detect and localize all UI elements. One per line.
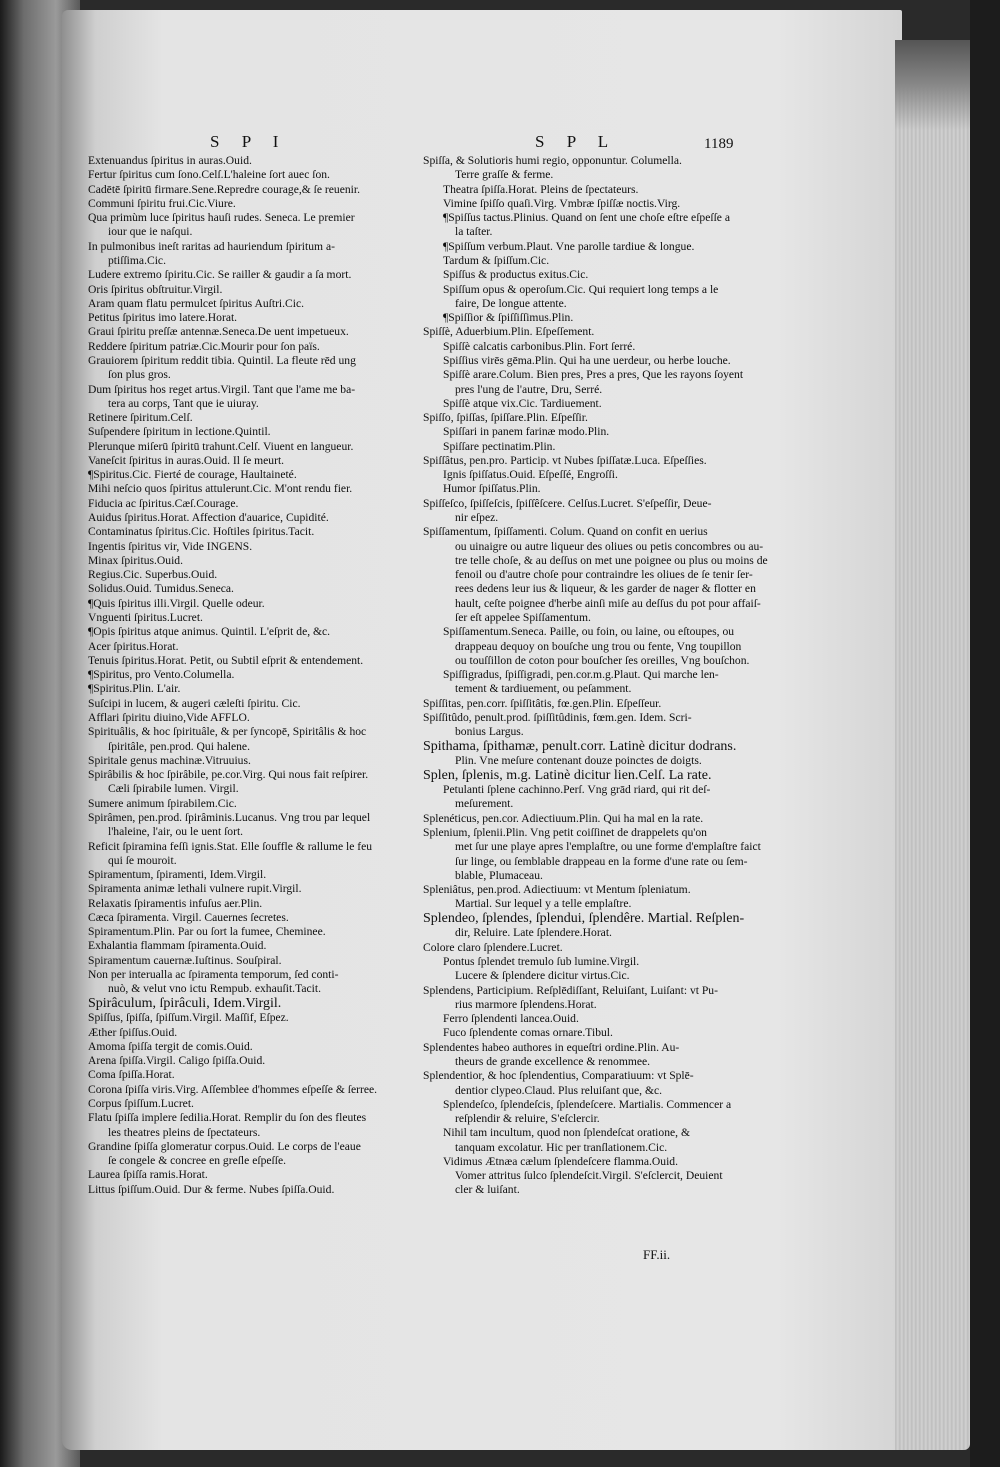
- dictionary-line: Vnguenti ſpiritus.Lucret.: [88, 611, 203, 624]
- dictionary-line: Suſcipi in lucem, & augeri cæleſti ſpiritu. Cic.: [88, 696, 301, 710]
- dictionary-line: Spiramenta animæ lethali vulnere rupit.Virgil.: [88, 882, 302, 896]
- dictionary-line: bonius Largus.: [455, 725, 524, 739]
- dictionary-line: Flatu ſpiſſa implere ſedilia.Horat. Remplir du ſon des fleutes: [88, 1111, 367, 1125]
- dictionary-line: Spiſſamentum, ſpiſſamenti. Colum. Quand on confit en uerius: [423, 525, 708, 539]
- dictionary-line: Littus ſpiſſum.Ouid. Dur & ferme. Nubes ſpiſſa.Ouid.: [88, 1182, 335, 1196]
- dictionary-line: Ludere extremo ſpiritu.Cic. Se railler & gaudir a ſa mort.: [88, 268, 352, 282]
- dictionary-line: Spiramentum cauernæ.Iuſtinus. Souſpiral.: [88, 953, 282, 967]
- dictionary-line: Tardum & ſpiſſum.Cic.: [443, 253, 550, 267]
- dictionary-line: Graui ſpiritu preſſæ antennæ.Seneca.De uent impetueux.: [88, 325, 349, 339]
- dictionary-line: Vomer attritus ſulco ſplendeſcit.Virgil. S'eſclercit, Deuient: [455, 1169, 723, 1183]
- dictionary-line: qui ſe mouroit.: [108, 853, 177, 867]
- dictionary-line: ſon plus gros.: [108, 368, 171, 382]
- dictionary-line: Spirituâlis, & hoc ſpirituâle, & per ſyncopē, Spiritâlis & hoc: [88, 725, 367, 739]
- dictionary-line: Corpus ſpiſſum.Lucret.: [88, 1096, 194, 1110]
- dictionary-line: Spiſſeſco, ſpiſſeſcis, ſpiſſêſcere. Celſus.Lucret. S'eſpeſſir, Deue-: [423, 496, 712, 510]
- dictionary-line: nir eſpez.: [455, 511, 499, 525]
- page-block-edges: [895, 40, 970, 1450]
- dictionary-line: Suſpendere ſpiritum in lectione.Quintil.: [88, 425, 271, 439]
- dictionary-line: Fuco ſplendente comas ornare.Tibul.: [443, 1026, 613, 1040]
- dictionary-line: Spiſſitûdo, penult.prod. ſpiſſitûdinis, fœm.gen. Idem. Scri-: [423, 710, 692, 724]
- signature-mark: FF.ii.: [643, 1247, 671, 1262]
- dictionary-line: ſe congele & concree en greſle eſpeſſe.: [108, 1154, 286, 1168]
- dictionary-line: tre telle choſe, & au deſſus on met une poignee ou plus ou moins de: [455, 553, 768, 567]
- dictionary-line: Minax ſpiritus.Ouid.: [88, 553, 184, 567]
- dictionary-line: nuò, & velut vno ictu Rempub. exhauſit.Tacit.: [108, 982, 321, 996]
- dictionary-line: rius marmore ſplendens.Horat.: [455, 997, 597, 1011]
- dictionary-line: Spiſſum opus & operoſum.Cic. Qui requiert long temps a le: [443, 282, 719, 296]
- dictionary-line: ſur linge, ou ſemblable drappeau en la forme d'une rate ou ſem-: [455, 854, 748, 868]
- dictionary-line: Grauiorem ſpiritum reddit tibia. Quintil. La fleute rēd ung: [88, 353, 356, 367]
- dictionary-line: Spiſſè arare.Colum. Bien pres, Pres a pres, Que les rayons ſoyent: [443, 368, 744, 382]
- dictionary-line: Reficit ſpiramina feſſi ignis.Stat. Elle ſouffle & rallume le feu: [88, 839, 373, 853]
- dictionary-line: Auidus ſpiritus.Horat. Affection d'auarice, Cupidité.: [88, 511, 329, 525]
- dictionary-line: Reddere ſpiritum patriæ.Cic.Mourir pour ſon païs.: [88, 339, 320, 353]
- dictionary-line: Spiſſè, Aduerbium.Plin. Eſpeſſement.: [423, 325, 595, 339]
- dictionary-line: Splenium, ſplenii.Plin. Vng petit coiſſinet de drappelets qu'on: [423, 826, 707, 840]
- dictionary-line: Spiramentum.Plin. Par ou ſort la fumee, Cheminee.: [88, 925, 326, 939]
- dictionary-line: Laurea ſpiſſa ramis.Horat.: [88, 1168, 208, 1182]
- dictionary-line: ¶Spiſſum verbum.Plaut. Vne parolle tardiue & longue.: [443, 239, 695, 253]
- dictionary-line: Splendeſco, ſplendeſcis, ſplendeſcere. Martialis. Commencer a: [443, 1097, 732, 1111]
- dictionary-line: ptiſſima.Cic.: [108, 253, 166, 267]
- dictionary-line: les theatres pleins de ſpectateurs.: [108, 1125, 261, 1139]
- dictionary-line: Mihi neſcio quos ſpiritus attulerunt.Cic. M'ont rendu fier.: [88, 482, 353, 496]
- dictionary-line: Spithama, ſpithamæ, penult.corr. Latinè dicitur dodrans.: [423, 738, 737, 754]
- dictionary-line: Splendens, Participium. Reſplēdiſſant, Reluiſant, Luiſant: vt Pu-: [423, 983, 718, 997]
- dictionary-line: Aram quam flatu permulcet ſpiritus Auſtri.Cic.: [88, 296, 305, 310]
- dictionary-line: ¶Spiritus.Cic. Fierté de courage, Haultaineté.: [88, 468, 297, 482]
- dictionary-line: Fertur ſpiritus cum ſono.Celſ.L'haleine ſort auec ſon.: [88, 168, 330, 182]
- dictionary-line: Vaneſcit ſpiritus in auras.Ouid. Il ſe meurt.: [88, 453, 285, 467]
- dictionary-line: Cæca ſpiramenta. Virgil. Cauernes ſecretes.: [88, 910, 289, 924]
- dictionary-line: Spiſſè atque vix.Cic. Tardiuement.: [443, 396, 602, 410]
- dictionary-line: Splen, ſplenis, m.g. Latinè dicitur lien.Celſ. La rate.: [423, 767, 712, 783]
- dictionary-line: Ferro ſplendenti lancea.Ouid.: [443, 1012, 579, 1026]
- dictionary-line: Cæli ſpirabile lumen. Virgil.: [108, 782, 239, 796]
- dictionary-line: ¶Quis ſpiritus illi.Virgil. Quelle odeur.: [88, 596, 265, 610]
- dictionary-line: ſpiritâle, pen.prod. Qui halene.: [108, 739, 250, 753]
- dictionary-line: Spiſſius virēs gēma.Plin. Qui ha une uerdeur, ou herbe louche.: [443, 353, 731, 367]
- dictionary-line: Contaminatus ſpiritus.Cic. Hoſtiles ſpiritus.Tacit.: [88, 525, 315, 539]
- dictionary-line: Petitus ſpiritus imo latere.Horat.: [88, 311, 238, 325]
- dictionary-line: Vimine ſpiſſo quaſi.Virg. Vmbræ ſpiſſæ noctis.Virg.: [443, 196, 681, 210]
- dictionary-line: Pontus ſplendet tremulo ſub lumine.Virgil.: [443, 954, 640, 968]
- dictionary-line: ¶Opis ſpiritus atque animus. Quintil. L'eſprit de, &c.: [88, 625, 331, 639]
- dictionary-line: Spiſſitas, pen.corr. ſpiſſitâtis, fœ.gen.Plin. Eſpeſſeur.: [423, 696, 662, 710]
- dictionary-line: Martial. Sur lequel y a telle emplaſtre.: [455, 897, 632, 911]
- dictionary-line: ſer eſt appelee Spiſſamentum.: [455, 611, 591, 624]
- dictionary-line: Retinere ſpiritum.Celſ.: [88, 411, 193, 425]
- dictionary-line: l'haleine, l'air, ou le uent ſort.: [108, 825, 244, 839]
- dictionary-line: Theatra ſpiſſa.Horat. Pleins de ſpectateurs.: [443, 182, 639, 196]
- dictionary-line: ¶Spiſſior & ſpiſſiſſimus.Plin.: [443, 311, 574, 325]
- dictionary-line: tanquam excolatur. Hic per tranſlationem.Cic.: [455, 1140, 668, 1154]
- dictionary-line: Nihil tam incultum, quod non ſplendeſcat oratione, &: [443, 1126, 690, 1140]
- dictionary-line: Splenéticus, pen.cor. Adiectiuum.Plin. Qui ha mal en la rate.: [423, 811, 704, 825]
- dictionary-line: ou touſſillon de coton pour bouſcher ſes oreilles, Vng bouſchon.: [455, 653, 750, 667]
- dictionary-line: met ſur une playe apres l'emplaſtre, ou une forme d'emplaſtre faict: [455, 840, 761, 854]
- dictionary-line: theurs de grande excellence & renommee.: [455, 1054, 651, 1068]
- dictionary-line: Spiſſus, ſpiſſa, ſpiſſum.Virgil. Maſſif, Eſpez.: [88, 1011, 289, 1025]
- dictionary-line: Ignis ſpiſſatus.Ouid. Eſpeſſé, Engroſſi.: [443, 468, 618, 482]
- dictionary-line: Colore claro ſplendere.Lucret.: [423, 940, 563, 954]
- dictionary-line: Dum ſpiritus hos reget artus.Virgil. Tant que l'ame me ba-: [88, 382, 356, 396]
- dictionary-line: Non per interualla ac ſpiramenta temporum, ſed conti-: [88, 968, 339, 982]
- dictionary-line: Sumere animum ſpirabilem.Cic.: [88, 796, 237, 810]
- dictionary-line: Petulanti ſplene cachinno.Perſ. Vng grād riard, qui rit deſ-: [443, 783, 711, 797]
- dictionary-line: fenoil ou d'autre choſe pour contraindre les oliues de ſe tenir ſer-: [455, 568, 753, 582]
- dictionary-line: Spiritale genus machinæ.Vitruuius.: [88, 753, 251, 767]
- dictionary-line: Splendentior, & hoc ſplendentius, Comparatiuum: vt Splē-: [423, 1069, 694, 1083]
- dictionary-line: Solidus.Ouid. Tumidus.Seneca.: [88, 582, 234, 596]
- dictionary-line: Spiſſare pectinatim.Plin.: [443, 439, 556, 453]
- dictionary-line: Lucere & ſplendere dicitur virtus.Cic.: [455, 969, 630, 983]
- dictionary-line: Qua primùm luce ſpiritus hauſi rudes. Seneca. Le premier: [88, 211, 355, 225]
- dictionary-line: Ingentis ſpiritus vir, Vide INGENS.: [88, 539, 253, 553]
- dictionary-line: Regius.Cic. Superbus.Ouid.: [88, 568, 218, 582]
- dictionary-line: Relaxatis ſpiramentis infuſus aer.Plin.: [88, 896, 263, 910]
- dictionary-line: Tenuis ſpiritus.Horat. Petit, ou Subtil eſprit & entendement.: [88, 653, 364, 667]
- dictionary-line: Cadētē ſpiritū firmare.Sene.Repredre courage,& ſe reuenir.: [88, 182, 361, 196]
- dictionary-line: Fiducia ac ſpiritus.Cæſ.Courage.: [88, 496, 239, 510]
- dictionary-line: dentior clypeo.Claud. Plus reluiſant que, &c.: [455, 1083, 663, 1097]
- dictionary-line: Humor ſpiſſatus.Plin.: [443, 482, 541, 496]
- running-head-right: S P L: [535, 132, 618, 151]
- dictionary-line: Spiſſus & productus exitus.Cic.: [443, 268, 589, 282]
- page-number: 1189: [704, 136, 734, 152]
- dictionary-line: Acer ſpiritus.Horat.: [88, 639, 179, 653]
- dictionary-line: In pulmonibus ineſt raritas ad hauriendum ſpiritum a-: [88, 239, 335, 253]
- dictionary-line: Extenuandus ſpiritus in auras.Ouid.: [88, 154, 252, 167]
- dictionary-line: Spiſſâtus, pen.pro. Particip. vt Nubes ſpiſſatæ.Luca. Eſpeſſies.: [423, 453, 707, 467]
- dictionary-line: Oris ſpiritus obſtruitur.Virgil.: [88, 282, 223, 296]
- dictionary-line: blable, Plumaceau.: [455, 868, 543, 882]
- dictionary-line: dir, Reluire. Late ſplendere.Horat.: [455, 926, 612, 940]
- dictionary-line: tement & tardiuement, ou peſamment.: [455, 682, 632, 696]
- dictionary-line: cler & luiſant.: [455, 1183, 520, 1197]
- running-head-left: S P I: [210, 132, 288, 151]
- dictionary-line: Spiſſa, & Solutioris humi regio, opponuntur. Columella.: [423, 154, 682, 167]
- dictionary-line: Spiſſamentum.Seneca. Paille, ou foin, ou laine, ou eſtoupes, ou: [443, 625, 735, 639]
- dictionary-line: ¶Spiſſus tactus.Plinius. Quand on ſent une choſe eſtre eſpeſſe a: [443, 211, 730, 225]
- dictionary-line: iour que ie naſqui.: [108, 225, 193, 239]
- dictionary-line: Exhalantia flammam ſpiramenta.Ouid.: [88, 939, 267, 953]
- dictionary-line: Plerunque miſerū ſpiritū trahunt.Celſ. Viuent en langueur.: [88, 439, 354, 453]
- dictionary-line: la taſter.: [455, 225, 493, 239]
- dictionary-line: faire, De longue attente.: [455, 296, 567, 310]
- dictionary-line: Splendentes habeo authores in equeſtri ordine.Plin. Au-: [423, 1040, 680, 1054]
- dictionary-line: hault, ceſte poignee d'herbe ainſi miſe au deſſus du pot pour affaiſ-: [455, 596, 761, 610]
- dictionary-line: Communi ſpiritu frui.Cic.Viure.: [88, 196, 236, 210]
- dictionary-line: Splendeo, ſplendes, ſplendui, ſplendêre. Martial. Reſplen-: [423, 910, 745, 926]
- dictionary-line: Amoma ſpiſſa tergit de comis.Ouid.: [88, 1039, 253, 1053]
- dictionary-line: drappeau dequoy on bouſche ung trou ou fente, Vng toupillon: [455, 639, 742, 653]
- dictionary-line: tera au corps, Tant que ie uiuray.: [108, 396, 259, 410]
- dictionary-line: Spirâculum, ſpirâculi, Idem.Virgil.: [88, 995, 282, 1011]
- dictionary-line: Corona ſpiſſa viris.Virg. Aſſemblee d'hommes eſpeſſe & ſerree.: [88, 1082, 378, 1096]
- dictionary-line: ¶Spiritus.Plin. L'air.: [88, 682, 181, 696]
- dictionary-line: Arena ſpiſſa.Virgil. Caligo ſpiſſa.Ouid.: [88, 1054, 266, 1068]
- dictionary-line: Spiſſo, ſpiſſas, ſpiſſare.Plin. Eſpeſſir.: [423, 411, 588, 425]
- binding-shadow: [970, 0, 1000, 1467]
- dictionary-line: Spiſſari in panem farinæ modo.Plin.: [443, 425, 610, 439]
- dictionary-line: meſurement.: [455, 797, 514, 811]
- dictionary-line: Spirâmen, pen.prod. ſpirâminis.Lucanus. Vng trou par lequel: [88, 810, 371, 824]
- dictionary-line: Vidimus Ætnæa cælum ſplendeſcere flamma.Ouid.: [443, 1154, 678, 1168]
- dictionary-line: ¶Spiritus, pro Vento.Columella.: [88, 668, 235, 682]
- dictionary-line: Grandine ſpiſſa glomeratur corpus.Ouid. Le corps de l'eaue: [88, 1139, 361, 1153]
- dictionary-line: reſplendir & reluire, S'eſclercir.: [455, 1112, 600, 1126]
- dictionary-line: Æther ſpiſſus.Ouid.: [88, 1025, 178, 1039]
- dictionary-line: Spirâbilis & hoc ſpirâbile, pe.cor.Virg. Qui nous fait reſpirer.: [88, 768, 369, 782]
- left-column: [88, 154, 377, 1197]
- dictionary-line: ou uinaigre ou autre liqueur des oliues ou petis concombres ou au-: [455, 539, 764, 553]
- dictionary-line: Coma ſpiſſa.Horat.: [88, 1068, 175, 1082]
- dictionary-line: Spiſſè calcatis carbonibus.Plin. Fort ſerré.: [443, 339, 636, 353]
- dictionary-line: pres l'ung de l'autre, Dru, Serré.: [455, 382, 603, 396]
- dictionary-line: Spleniâtus, pen.prod. Adiectiuum: vt Mentum ſpleniatum.: [423, 883, 691, 897]
- dictionary-line: Terre graſſe & ferme.: [455, 168, 554, 182]
- right-column: [423, 154, 768, 1198]
- dictionary-line: Spiſſigradus, ſpiſſigradi, pen.cor.m.g.Plaut. Qui marche len-: [443, 668, 719, 682]
- dictionary-line: Afflari ſpiritu diuino,Vide AFFLO.: [88, 710, 250, 724]
- dictionary-line: rees dedens leur ius & liqueur, & les garder de nager & flotter en: [455, 582, 756, 596]
- dictionary-line: Plin. Vne meſure contenant douze poinctes de doigts.: [455, 754, 702, 768]
- dictionary-line: Spiramentum, ſpiramenti, Idem.Virgil.: [88, 868, 267, 882]
